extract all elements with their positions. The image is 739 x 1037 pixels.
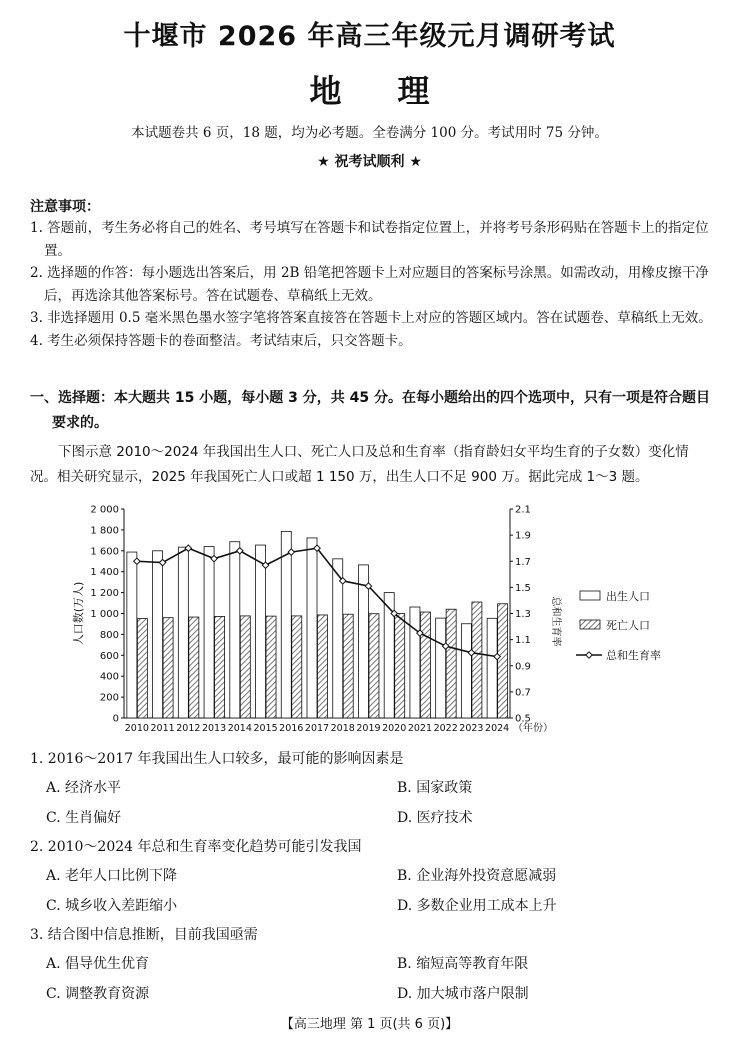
x-tick-label: 2022 (433, 723, 458, 734)
y2-axis-label: 总和生育率 (550, 596, 561, 647)
question-1 (30, 745, 720, 833)
exam-title: 十堰市 2026 年高三年级元月调研考试 (123, 21, 616, 52)
option-c: C. 城乡收入差距缩小 (46, 897, 178, 914)
x-tick-label: 2019 (356, 723, 381, 734)
note-item: 3. 非选择题用 0.5 毫米黑色墨水签字笔将答案直接答在答题卡上对应的答题区域内。答在试题卷、草稿纸上无效。 (30, 310, 712, 326)
bar-births (204, 547, 214, 718)
x-tick-label: 2020 (382, 723, 407, 734)
bar-deaths (343, 614, 353, 718)
question-stem: 3. 结合图中信息推断，目前我国亟需 (30, 927, 258, 943)
bar-births (153, 551, 163, 718)
bar-births (487, 618, 497, 718)
y2-tick-label: 1.1 (515, 635, 531, 647)
option-b: B. 国家政策 (397, 780, 473, 796)
y-tick-label: 400 (99, 671, 119, 683)
y-tick-label: 200 (99, 692, 119, 704)
bar-deaths (266, 616, 276, 718)
option-d: D. 医疗技术 (397, 809, 473, 826)
questions (30, 745, 720, 1009)
y-tick-label: 1 400 (90, 567, 119, 579)
x-tick-label: 2014 (227, 723, 252, 734)
option-d: D. 多数企业用工成本上升 (397, 897, 557, 914)
y2-tick-label: 1.3 (515, 609, 531, 620)
option-a: A. 老年人口比例下降 (46, 868, 178, 884)
x-tick-label: 2024 (485, 723, 510, 734)
option-a: A. 倡导优生优育 (46, 956, 150, 972)
question-material: 下图示意 2010～2024 年我国出生人口、死亡人口及总和生育率（指育龄妇女平均生育的子女数）变化情况。相关研究显示，2025 年我国死亡人口或超 1 150 万，出生人口不足 900 万。据此完成 1～3 题。 (30, 444, 689, 485)
y2-tick-label: 1.9 (515, 530, 531, 542)
legend-marker-fertility (586, 652, 592, 658)
bar-deaths (292, 616, 302, 718)
bar-deaths (446, 609, 456, 718)
y2-tick-label: 0.7 (515, 687, 531, 699)
page-footer: 【高三地理 第 1 页(共 6 页)】 (280, 1017, 459, 1032)
bar-births (307, 538, 317, 718)
question-stem: 2. 2010～2024 年总和生育率变化趋势可能引发我国 (30, 839, 362, 855)
y-tick-label: 600 (99, 650, 119, 662)
y-tick-label: 0 (112, 713, 119, 725)
section-heading (30, 386, 720, 436)
bar-deaths (215, 616, 225, 718)
bar-births (281, 531, 291, 718)
question-2 (30, 833, 720, 921)
bar-births (410, 607, 420, 718)
bar-deaths (498, 604, 508, 718)
bar-births (230, 542, 240, 718)
legend-label-fertility: 总和生育率 (606, 649, 661, 662)
option-b: B. 缩短高等教育年限 (397, 956, 529, 972)
y-tick-label: 1 200 (90, 588, 119, 600)
y-tick-label: 1 600 (90, 546, 119, 558)
section-heading-line: 一、选择题：本大题共 15 小题，每小题 3 分，共 45 分。在每小题给出的四个选项中，只有一项是符合题目 (30, 390, 710, 406)
bar-births (127, 552, 137, 718)
good-luck-line: ★ 祝考试顺利 ★ (317, 154, 422, 170)
y2-tick-label: 1.7 (515, 556, 531, 568)
bar-deaths (369, 614, 379, 718)
note-item: 1. 答题前，考生务必将自己的姓名、考号填写在答题卡和试卷指定位置上，并将考号条形码贴在答题卡上的指定位置。 (30, 220, 709, 259)
bar-deaths (240, 616, 250, 718)
note-item: 4. 考生必须保持答题卡的卷面整洁。考试结束后，只交答题卡。 (30, 332, 412, 349)
y2-tick-label: 2.1 (515, 504, 531, 516)
option-c: C. 生肖偏好 (46, 809, 122, 826)
question-3 (30, 921, 720, 1009)
notes-heading: 注意事项： (30, 199, 100, 215)
y-tick-label: 2 000 (90, 504, 119, 516)
x-tick-label: 2017 (304, 723, 330, 734)
option-b: B. 企业海外投资意愿减弱 (397, 868, 557, 884)
bar-births (256, 545, 266, 718)
bar-deaths (163, 618, 173, 718)
x-tick-label: 2015 (253, 723, 278, 734)
bar-deaths (189, 617, 199, 718)
bar-births (436, 618, 446, 718)
y-tick-label: 1 000 (90, 609, 119, 620)
option-c: C. 调整教育资源 (46, 985, 150, 1002)
y-tick-label: 1 800 (90, 525, 119, 537)
exam-intro: 本试题卷共 6 页，18 题，均为必考题。全卷满分 100 分。考试用时 75 分钟。 (131, 125, 608, 141)
x-tick-label: 2021 (407, 723, 433, 734)
bar-deaths (137, 619, 147, 718)
notes-list (30, 217, 715, 352)
x-axis-label: （年份） (513, 723, 553, 734)
bar-births (178, 547, 188, 718)
bar-deaths (318, 615, 328, 718)
bar-deaths (472, 602, 482, 718)
population-chart (60, 495, 710, 745)
bar-births (461, 624, 471, 718)
x-tick-label: 2016 (279, 723, 304, 734)
x-tick-label: 2012 (176, 723, 201, 734)
section-heading-line: 要求的。 (52, 415, 108, 431)
y2-tick-label: 0.5 (515, 713, 531, 725)
subject-title: 地理 (309, 72, 486, 110)
note-item: 2. 选择题的作答：每小题选出答案后，用 2B 铅笔把答题卡上对应题目的答案标号涂黑。如需改动，用橡皮擦干净后，再选涂其他答案标号。答在试题卷、草稿纸上无效。 (30, 265, 709, 304)
y-tick-label: 800 (99, 629, 119, 641)
x-tick-label: 2018 (330, 723, 355, 734)
legend-swatch-births (580, 591, 600, 600)
legend-label-deaths: 死亡人口 (606, 619, 650, 632)
x-tick-label: 2013 (201, 723, 227, 734)
x-tick-label: 2010 (124, 723, 149, 734)
legend-swatch-deaths (580, 620, 600, 629)
x-tick-label: 2023 (459, 723, 484, 734)
y-axis-label: 人口数(万人) (72, 581, 85, 646)
y2-tick-label: 1.5 (515, 582, 531, 594)
y2-tick-label: 0.9 (515, 661, 531, 673)
option-a: A. 经济水平 (46, 780, 122, 796)
question-stem: 1. 2016～2017 年我国出生人口较多，最可能的影响因素是 (30, 751, 404, 767)
option-d: D. 加大城市落户限制 (397, 985, 529, 1002)
bar-deaths (395, 614, 405, 719)
x-tick-label: 2011 (150, 723, 175, 734)
bar-deaths (420, 612, 430, 718)
legend-label-births: 出生人口 (606, 590, 650, 603)
